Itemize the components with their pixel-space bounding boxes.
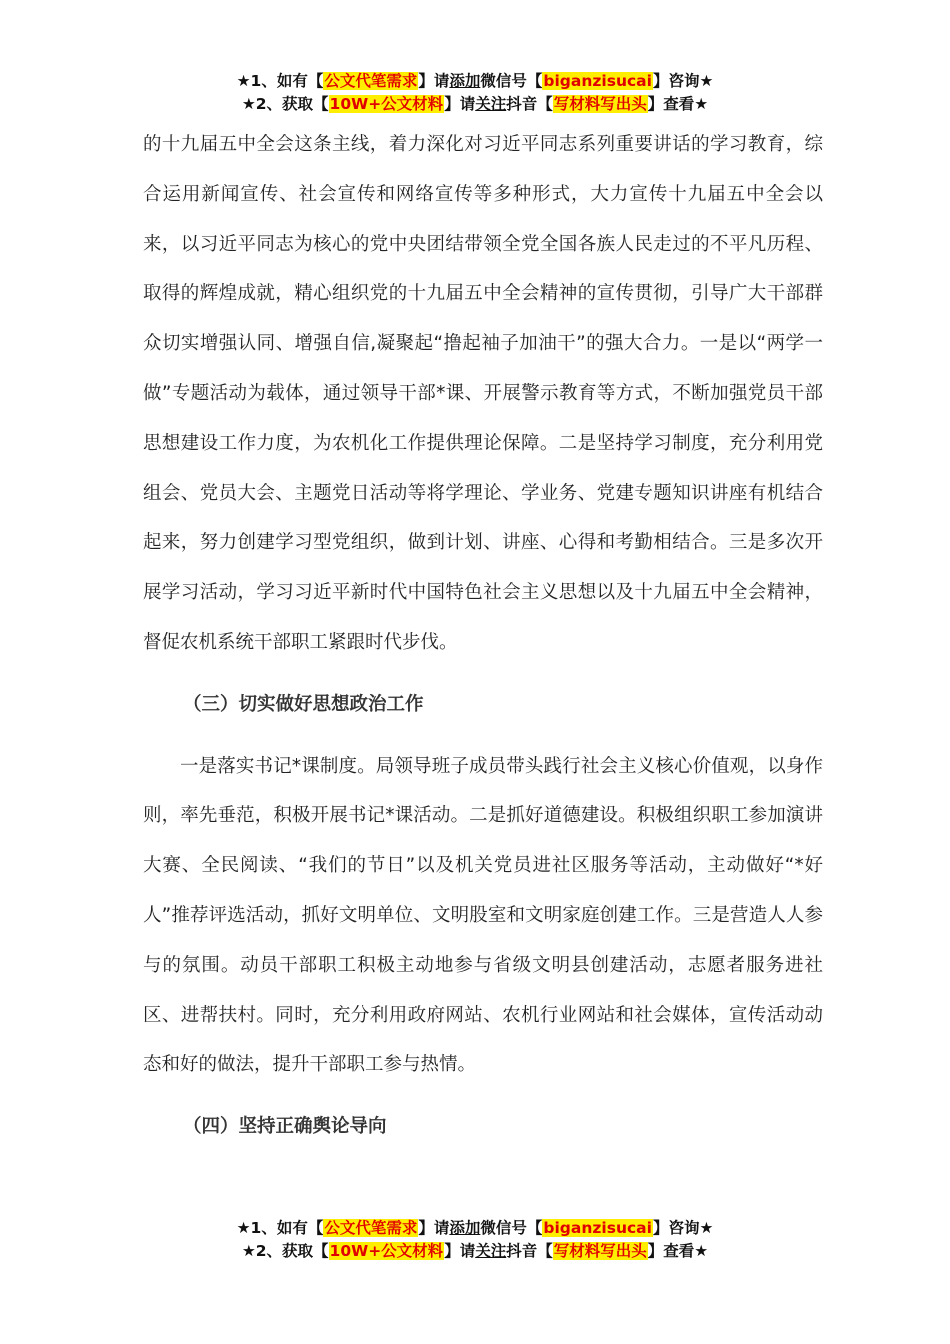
banner-text: 】咨询★: [652, 72, 714, 90]
banner-text: 抖音【: [506, 95, 553, 113]
paragraph-section-3: 一是落实书记*课制度。局领导班子成员带头践行社会主义核心价值观，以身作则，率先垂范，积极开展书记*课活动。二是抓好道德建设。积极组织职工参加演讲大赛、全民阅读、“我们的节日”以及机关党员进社区服务等活动，主动做好“*好人”推荐评选活动，抓好文明单位、文明股室和文明家庭创建工作。三是营造人人参与的氛围。动员干部职工积极主动地参与省级文明县创建活动，志愿者服务进社区、进帮扶村。同时，充分利用政府网站、农机行业网站和社会媒体，宣传活动动态和好的做法，提升干部职工参与热情。: [143, 755, 823, 1076]
banner-text: ★1、如有【: [236, 1219, 324, 1237]
section-heading-3: （三）切实做好思想政治工作: [183, 693, 424, 715]
banner-text: 微信号【: [480, 72, 543, 90]
banner-highlight: biganzisucai: [543, 1219, 652, 1237]
section-heading-4: （四）坚持正确舆论导向: [183, 1116, 387, 1138]
paragraph-continuation: 的十九届五中全会这条主线，着力深化对习近平同志系列重要讲话的学习教育，综合运用新闻宣传、社会宣传和网络宣传等多种形式，大力宣传十九届五中全会以来，以习近平同志为核心的党中央团结带领全党全国各族人民走过的不平凡历程、取得的辉煌成就，精心组织党的十九届五中全会精神的宣传贯彻，引导广大干部群众切实增强认同、增强自信,凝聚起“撸起袖子加油干”的强大合力。一是以“两学一做”专题活动为载体，通过领导干部*课、开展警示教育等方式，不断加强党员干部思想建设工作力度，为农机化工作提供理论保障。二是坚持学习制度，充分利用党组会、党员大会、主题党日活动等将学理论、学业务、党建专题知识讲座有机结合起来，努力创建学习型党组织，做到计划、讲座、心得和考勤相结合。三是多次开展学习活动，学习习近平新时代中国特色社会主义思想以及十九届五中全会精神，督促农机系统干部职工紧跟时代步伐。: [143, 134, 823, 653]
banner-underlined: 关注: [475, 95, 507, 113]
header-banner: [0, 70, 950, 116]
banner-highlight: 写材料写出头: [553, 95, 647, 113]
banner-text: 微信号【: [480, 1219, 543, 1237]
banner-text: 】咨询★: [652, 1219, 714, 1237]
banner-text: 】请: [444, 95, 476, 113]
banner-line-2: [0, 93, 950, 116]
banner-highlight: 10W+公文材料: [329, 95, 444, 113]
banner-underlined: 添加: [449, 1219, 481, 1237]
document-body: [143, 120, 823, 1152]
banner-highlight: 公文代笔需求: [324, 1219, 418, 1237]
banner-text: 】查看★: [647, 1242, 709, 1260]
banner-line-1: [0, 1217, 950, 1240]
banner-underlined: 添加: [449, 72, 481, 90]
banner-text: 】请: [418, 72, 450, 90]
banner-highlight: biganzisucai: [543, 72, 652, 90]
footer-banner: [0, 1217, 950, 1263]
banner-line-2: [0, 1240, 950, 1263]
banner-text: 】请: [418, 1219, 450, 1237]
banner-text: ★2、获取【: [241, 1242, 329, 1260]
banner-highlight: 公文代笔需求: [324, 72, 418, 90]
banner-underlined: 关注: [475, 1242, 507, 1260]
banner-line-1: [0, 70, 950, 93]
banner-text: 抖音【: [506, 1242, 553, 1260]
banner-text: 】请: [444, 1242, 476, 1260]
banner-text: 】查看★: [647, 95, 709, 113]
banner-highlight: 写材料写出头: [553, 1242, 647, 1260]
banner-text: ★2、获取【: [241, 95, 329, 113]
banner-highlight: 10W+公文材料: [329, 1242, 444, 1260]
banner-text: ★1、如有【: [236, 72, 324, 90]
